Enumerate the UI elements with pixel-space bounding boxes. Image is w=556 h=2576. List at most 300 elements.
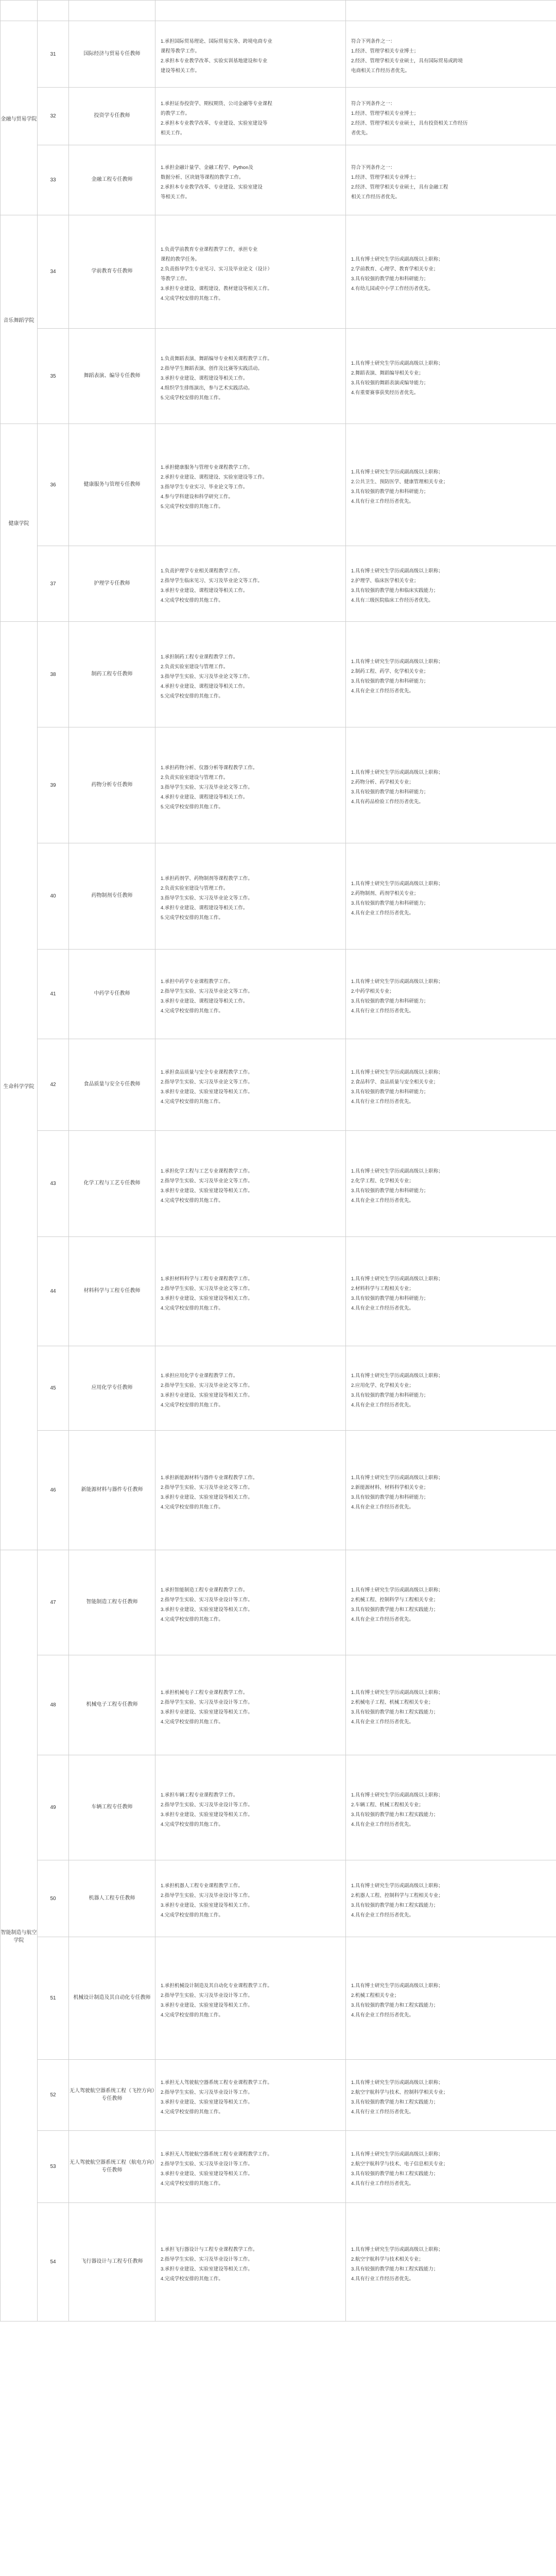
duty-line: 2.负责实验室建设与管理工作。 (161, 774, 229, 781)
position-requirements-text (346, 2069, 556, 2122)
position-requirements-cell (346, 329, 556, 424)
position-number-cell: 52 (38, 2060, 69, 2131)
position-duties-cell (155, 88, 346, 145)
requirement-line: 3.具有较强的教学能力和工程实践能力； (351, 2266, 439, 2272)
duty-line: 2.指导学生实验、实习及毕业设计等工作。 (161, 1802, 253, 1808)
requirement-line: 相关工作经历者优先。 (351, 194, 401, 200)
table-row (1, 215, 556, 329)
requirement-line: 1.具有博士研究生学历或副高级以上职称； (351, 1069, 443, 1075)
table-row (1, 329, 556, 424)
position-title-cell: 投资学专任教师 (69, 88, 155, 145)
position-duties-text (155, 1972, 345, 2025)
position-duties-text (155, 345, 345, 408)
position-requirements-text (346, 1464, 556, 1517)
duty-line: 1.承担机器人工程专业课程教学工作。 (161, 1883, 243, 1889)
position-requirements-cell (346, 1755, 556, 1860)
duty-line: 相关工作。 (161, 130, 185, 136)
duty-line: 5.完成学校安排的其他工作。 (161, 804, 223, 810)
duty-line: 3.指导学生实验、实习及毕业论文等工作。 (161, 673, 253, 680)
duty-line: 1.负责护理学专业相关课程教学工作。 (161, 568, 243, 574)
duty-line: 2.指导学生实验、实习及毕业设计等工作。 (161, 2089, 253, 2095)
table-row (1, 950, 556, 1039)
position-number-cell: 35 (38, 329, 69, 424)
position-requirements-cell (346, 1860, 556, 1937)
requirement-line: 2.机械电子工程、机械工程相关专业； (351, 1699, 433, 1705)
duty-line: 1.承担机械电子工程专业课程教学工作。 (161, 1689, 248, 1696)
requirement-line: 2.航空宇航科学与技术、电子信息相关专业； (351, 2161, 448, 2167)
requirement-line: 2.学前教育、心理学、教育学相关专业； (351, 266, 439, 272)
duty-line: 3.承担专业建设、实验室建设等相关工作。 (161, 1811, 253, 1818)
department-cell: 健康学院 (1, 424, 38, 622)
requirement-line: 2.舞蹈表演、舞蹈编导相关专业； (351, 370, 424, 376)
position-requirements-text (346, 1362, 556, 1415)
requirement-line: 4.具有行业工作经历者优先。 (351, 499, 414, 504)
duty-line: 5.完成学校安排的其他工作。 (161, 915, 223, 921)
requirement-line: 1.具有博士研究生学历或副高级以上职称； (351, 880, 443, 887)
requirement-line: 2.药物分析、药学相关专业； (351, 779, 414, 785)
position-duties-text (155, 1781, 345, 1835)
table-row (1, 1860, 556, 1937)
position-requirements-text (346, 870, 556, 923)
position-title-cell: 护理学专任教师 (69, 546, 155, 622)
duty-line: 4.完成学校安排的其他工作。 (161, 2276, 223, 2282)
table-row (1, 2203, 556, 2321)
requirement-line: 2.经济、管理学相关专业硕士，具有国际贸易或跨境 (351, 58, 463, 64)
position-duties-cell (155, 21, 346, 88)
position-requirements-text (346, 154, 556, 207)
requirement-line: 4.有重要赛事获奖经历者优先。 (351, 390, 419, 396)
position-requirements-text (346, 1576, 556, 1630)
requirement-line: 电商相关工作经历者优先。 (351, 68, 410, 74)
duty-line: 4.完成学校安排的其他工作。 (161, 1402, 223, 1408)
duty-line: 3.承担专业建设、实验室建设等相关工作。 (161, 2099, 253, 2105)
position-title-cell: 食品质量与安全专任教师 (69, 1039, 155, 1131)
requirement-line: 1.经济、管理学相关专业博士； (351, 174, 419, 180)
position-number-cell: 34 (38, 215, 69, 329)
requirement-line: 4.具有行业工作经历者优先。 (351, 2276, 414, 2282)
table-row (1, 424, 556, 546)
position-requirements-cell (346, 1237, 556, 1346)
duty-line: 2.指导学生实验、实习及毕业设计等工作。 (161, 2161, 253, 2167)
job-positions-table-body (1, 1, 556, 2321)
duty-line: 1.承担证券投资学、期权期货、公司金融等专业课程 (161, 100, 272, 107)
position-duties-cell (155, 622, 346, 727)
requirement-line: 4.具有三级医院临床工作经历者优先。 (351, 598, 433, 603)
duty-line: 1.承担中药学专业课程教学工作。 (161, 978, 233, 985)
duty-line: 1.承担应用化学专业课程教学工作。 (161, 1372, 238, 1379)
position-duties-text (155, 1265, 345, 1318)
position-duties-cell (155, 1937, 346, 2060)
position-duties-text (155, 2235, 345, 2289)
requirement-line: 2.新能源材料、材料科学相关专业； (351, 1484, 429, 1490)
duty-line: 4.完成学校安排的其他工作。 (161, 1098, 223, 1105)
position-number-cell: 48 (38, 1655, 69, 1755)
duty-line: 1.承担国际贸易理论、国际贸易实务、跨境电商专业 (161, 39, 272, 44)
position-title-cell: 舞蹈表演、编导专任教师 (69, 329, 155, 424)
position-requirements-cell (346, 2203, 556, 2321)
position-requirements-text (346, 1058, 556, 1112)
position-title-cell: 药物制剂专任教师 (69, 843, 155, 950)
duty-line: 2.承担本专业教学改革、专业建设、实验室建设等 (161, 120, 268, 126)
position-requirements-text (346, 968, 556, 1021)
position-requirements-text (346, 2140, 556, 2194)
duty-line: 1.承担药物分析、仪器分析等课程教学工作。 (161, 765, 258, 771)
requirement-line: 3.具有较强的教学能力和科研能力； (351, 1089, 429, 1095)
position-duties-cell (155, 215, 346, 329)
table-row (1, 1655, 556, 1755)
duty-line: 4.组织学生排练演出，参与艺术实践活动。 (161, 385, 253, 391)
position-duties-text (155, 968, 345, 1021)
department-cell: 生命科学学院 (1, 622, 38, 1550)
table-row (1, 727, 556, 843)
position-requirements-cell (346, 145, 556, 215)
position-requirements-text (346, 458, 556, 512)
requirement-line: 1.具有博士研究生学历或副高级以上职称； (351, 1982, 443, 1989)
requirement-line: 4.具有企业工作经历者优先。 (351, 910, 414, 916)
position-title-cell: 机械电子工程专任教师 (69, 1655, 155, 1755)
requirement-line: 4.具有企业工作经历者优先。 (351, 1912, 414, 1918)
position-requirements-cell (346, 88, 556, 145)
table-row (1, 1346, 556, 1431)
position-requirements-cell (346, 21, 556, 88)
duty-line: 4.完成学校安排的其他工作。 (161, 1616, 223, 1622)
position-requirements-text (346, 27, 556, 81)
requirement-line: 1.具有博士研究生学历或副高级以上职称； (351, 1883, 443, 1889)
requirement-line: 1.具有博士研究生学历或副高级以上职称； (351, 1372, 443, 1379)
requirement-line: 2.应用化学、化学相关专业； (351, 1382, 414, 1388)
requirement-line: 4.具有企业工作经历者优先。 (351, 1305, 414, 1311)
position-requirements-text (346, 1872, 556, 1925)
requirement-line: 2.制药工程、药学、化学相关专业； (351, 669, 429, 674)
requirement-line: 2.航空宇航科学与技术、控制科学相关专业； (351, 2089, 448, 2095)
requirement-line: 3.具有较强的教学能力和科研能力； (351, 1295, 429, 1301)
requirement-line: 4.具有企业工作经历者优先。 (351, 1197, 414, 1204)
duty-line: 1.承担材料科学与工程专业课程教学工作。 (161, 1276, 253, 1282)
requirement-line: 3.具有较强的教学能力和科研能力； (351, 1188, 429, 1194)
duty-line: 1.承担金融计量学、金融工程学、Python及 (161, 164, 253, 171)
position-requirements-text (346, 1679, 556, 1732)
requirement-line: 2.航空宇航科学与技术相关专业； (351, 2256, 424, 2262)
position-title-cell: 无人驾驶航空器系统工程（航电方向）专任教师 (69, 2131, 155, 2203)
position-title-cell: 国际经济与贸易专任教师 (69, 21, 155, 88)
position-title-cell: 金融工程专任教师 (69, 145, 155, 215)
position-requirements-text (346, 1157, 556, 1211)
position-duties-cell (155, 1431, 346, 1550)
position-duties-cell (155, 1755, 346, 1860)
position-title-cell: 学前教育专任教师 (69, 215, 155, 329)
table-row (1, 1237, 556, 1346)
position-number-cell: 43 (38, 1131, 69, 1237)
position-number-cell: 36 (38, 424, 69, 546)
position-number-cell: 42 (38, 1039, 69, 1131)
requirement-line: 4.具有行业工作经历者优先。 (351, 2109, 414, 2115)
position-duties-text (155, 754, 345, 817)
requirement-line: 4.具有药品检验工作经历者优先。 (351, 799, 424, 805)
position-requirements-cell (346, 2131, 556, 2203)
position-title-cell: 机器人工程专任教师 (69, 1860, 155, 1937)
table-continuation-cell (155, 1, 346, 21)
position-duties-text (155, 643, 345, 706)
duty-line: 4.完成学校安排的其他工作。 (161, 2012, 223, 2018)
position-requirements-text (346, 1265, 556, 1318)
requirement-line: 3.具有较强的教学能力和科研能力； (351, 900, 429, 906)
department-cell: 智能制造与航空学院 (1, 1550, 38, 2321)
table-row (1, 1550, 556, 1655)
table-continuation-cell (346, 1, 556, 21)
position-number-cell: 32 (38, 88, 69, 145)
position-requirements-cell (346, 727, 556, 843)
duty-line: 2.指导学生实验、实习及毕业论文等工作。 (161, 988, 253, 994)
requirement-line: 3.具有较强的教学能力和科研能力； (351, 1494, 429, 1500)
position-requirements-cell (346, 843, 556, 950)
position-number-cell: 45 (38, 1346, 69, 1431)
requirement-line: 1.具有博士研究生学历或副高级以上职称； (351, 568, 443, 574)
duty-line: 2.负责实验室建设与管理工作。 (161, 664, 229, 670)
duty-line: 3.承担专业建设、实验室建设等相关工作。 (161, 1903, 253, 1908)
position-duties-text (155, 2140, 345, 2194)
duty-line: 2.负责指导学生专业见习、实习及毕业论文（设计） (161, 266, 272, 272)
position-title-cell: 应用化学专任教师 (69, 1346, 155, 1431)
position-duties-text (155, 1464, 345, 1517)
duty-line: 1.负责学前教育专业课程教学工作，承担专业 (161, 246, 258, 252)
position-duties-cell (155, 145, 346, 215)
duty-line: 3.承担专业建设、实验室建设等相关工作。 (161, 1709, 253, 1715)
position-requirements-text (346, 90, 556, 143)
requirement-line: 2.机器人工程、控制科学与工程相关专业； (351, 1893, 443, 1899)
duty-line: 1.承担机械设计制造及其自动化专业课程教学工作。 (161, 1982, 272, 1989)
requirement-line: 2.中药学相关专业； (351, 988, 394, 994)
duty-line: 4.承担专业建设、课程建设等相关工作。 (161, 683, 248, 689)
duty-line: 2.指导学生临床见习、实习及毕业论文等工作。 (161, 578, 263, 584)
requirement-line: 1.经济、管理学相关专业博士； (351, 48, 419, 54)
duty-line: 4.完成学校安排的其他工作。 (161, 1504, 223, 1510)
table-row (1, 1431, 556, 1550)
duty-line: 1.承担智能制造工程专业课程教学工作。 (161, 1587, 248, 1593)
requirement-line: 1.具有博士研究生学历或副高级以上职称； (351, 1276, 443, 1282)
requirement-line: 1.具有博士研究生学历或副高级以上职称； (351, 2246, 443, 2252)
requirement-line: 3.具有较强的教学能力和科研能力； (351, 679, 429, 684)
duty-line: 3.承担专业建设、课程建设等相关工作。 (161, 588, 248, 594)
position-requirements-text (346, 1972, 556, 2025)
requirement-line: 4.有幼儿园或中小学工作经历者优先。 (351, 285, 433, 292)
position-number-cell: 47 (38, 1550, 69, 1655)
duty-line: 1.负责舞蹈表演、舞蹈编导专业相关课程教学工作。 (161, 355, 272, 362)
position-duties-cell (155, 727, 346, 843)
duty-line: 1.承担无人驾驶航空器系统工程专业课程教学工作。 (161, 2151, 272, 2157)
position-requirements-text (346, 245, 556, 299)
position-title-cell: 制药工程专任教师 (69, 622, 155, 727)
duty-line: 的教学工作。 (161, 110, 190, 116)
position-title-cell: 车辆工程专任教师 (69, 1755, 155, 1860)
duty-line: 4.完成学校安排的其他工作。 (161, 295, 223, 301)
position-number-cell: 40 (38, 843, 69, 950)
requirement-line: 1.具有博士研究生学历或副高级以上职称； (351, 469, 443, 475)
requirement-line: 2.机械工程、控制科学与工程相关专业； (351, 1597, 439, 1603)
position-duties-text (155, 90, 345, 143)
duty-line: 2.指导学生实验、实习及毕业设计等工作。 (161, 1699, 253, 1705)
position-duties-cell (155, 424, 346, 546)
duty-line: 5.完成学校安排的其他工作。 (161, 503, 223, 510)
duty-line: 1.承担新能源材料与器件专业课程教学工作。 (161, 1475, 258, 1481)
position-requirements-text (346, 349, 556, 403)
requirement-line: 1.具有博士研究生学历或副高级以上职称； (351, 1168, 443, 1174)
position-requirements-text (346, 557, 556, 611)
duty-line: 3.指导学生专业实习、毕业论文等工作。 (161, 484, 248, 490)
position-duties-cell (155, 1550, 346, 1655)
duty-line: 3.承担专业建设、实验室建设等相关工作。 (161, 1392, 253, 1398)
position-requirements-cell (346, 1346, 556, 1431)
position-duties-cell (155, 1237, 346, 1346)
position-duties-cell (155, 329, 346, 424)
position-duties-text (155, 1872, 345, 1925)
duty-line: 2.指导学生实验、实习及毕业论文等工作。 (161, 1285, 253, 1292)
position-title-cell: 化学工程与工艺专任教师 (69, 1131, 155, 1237)
position-duties-cell (155, 546, 346, 622)
table-row (1, 2131, 556, 2203)
requirement-line: 2.车辆工程、机械工程相关专业； (351, 1802, 424, 1808)
position-number-cell: 33 (38, 145, 69, 215)
duty-line: 2.指导学生实验、实习及毕业设计等工作。 (161, 1597, 253, 1603)
duty-line: 课程的教学任务。 (161, 256, 200, 262)
table-continuation-strip (1, 1, 556, 21)
requirement-line: 3.具有较强的教学能力和科研能力； (351, 489, 429, 495)
position-duties-cell (155, 843, 346, 950)
duty-line: 4.完成学校安排的其他工作。 (161, 1912, 223, 1918)
duty-line: 3.承担专业建设、课程建设等相关工作。 (161, 375, 248, 381)
table-row (1, 21, 556, 88)
duty-line: 2.指导学生实验、实习及毕业论文等工作。 (161, 1484, 253, 1490)
requirement-line: 1.具有博士研究生学历或副高级以上职称； (351, 1792, 443, 1798)
position-duties-cell (155, 1346, 346, 1431)
duty-line: 4.完成学校安排的其他工作。 (161, 1305, 223, 1311)
duty-line: 3.承担专业建设、实验室建设等相关工作。 (161, 1295, 253, 1301)
position-number-cell: 41 (38, 950, 69, 1039)
position-duties-text (155, 1058, 345, 1112)
requirement-line: 符合下列条件之一： (351, 164, 395, 171)
duty-line: 2.负责实验室建设与管理工作。 (161, 886, 229, 891)
requirement-line: 1.具有博士研究生学历或副高级以上职称； (351, 770, 443, 775)
duty-line: 4.参与学科建设和科学研究工作。 (161, 494, 233, 500)
position-duties-cell (155, 2203, 346, 2321)
position-duties-text (155, 1679, 345, 1732)
position-duties-text (155, 557, 345, 611)
requirement-line: 4.具有企业工作经历者优先。 (351, 2012, 414, 2018)
duty-line: 3.承担专业建设、实验室建设等相关工作。 (161, 2002, 253, 2008)
requirement-line: 1.具有博士研究生学历或副高级以上职称； (351, 659, 443, 665)
duty-line: 2.指导学生实验、实习及毕业论文等工作。 (161, 1382, 253, 1388)
position-title-cell: 中药学专任教师 (69, 950, 155, 1039)
position-requirements-cell (346, 424, 556, 546)
position-requirements-cell (346, 622, 556, 727)
requirement-line: 2.公共卫生、预防医学、健康管理相关专业； (351, 479, 448, 485)
table-continuation-cell (1, 1, 38, 21)
duty-line: 2.承担专业建设、课程建设、实验室建设等工作。 (161, 474, 268, 480)
position-requirements-cell (346, 1431, 556, 1550)
duty-line: 2.指导学生舞蹈表演、创作及比赛等实践活动。 (161, 365, 263, 371)
position-number-cell: 50 (38, 1860, 69, 1937)
requirement-line: 1.具有博士研究生学历或副高级以上职称； (351, 1475, 443, 1481)
position-number-cell: 39 (38, 727, 69, 843)
position-number-cell: 53 (38, 2131, 69, 2203)
position-requirements-cell (346, 215, 556, 329)
requirement-line: 3.具有较强的教学能力和工程实践能力； (351, 1606, 439, 1613)
duty-line: 3.指导学生实验、实习及毕业论文等工作。 (161, 784, 253, 790)
position-requirements-cell (346, 1655, 556, 1755)
position-requirements-text (346, 2235, 556, 2289)
requirement-line: 3.具有较强的教学能力和工程实践能力； (351, 1811, 439, 1818)
requirement-line: 1.具有博士研究生学历或副高级以上职称； (351, 1689, 443, 1696)
position-requirements-text (346, 758, 556, 812)
requirement-line: 符合下列条件之一： (351, 39, 395, 44)
duty-line: 数据分析、区块链等课程的教学工作。 (161, 174, 244, 180)
duty-line: 建设等相关工作。 (161, 68, 200, 74)
duty-line: 2.承担本专业教学改革、专业建设、实验室建设 (161, 184, 263, 190)
duty-line: 4.承担专业建设、课程建设等相关工作。 (161, 905, 248, 911)
requirement-line: 4.具有行业工作经历者优先。 (351, 1098, 414, 1105)
table-row (1, 88, 556, 145)
requirement-line: 2.机械工程相关专业； (351, 1992, 399, 1998)
duty-line: 2.指导学生实验、实习及毕业设计等工作。 (161, 1893, 253, 1899)
duty-line: 4.完成学校安排的其他工作。 (161, 1821, 223, 1827)
duty-line: 3.承担专业建设、实验室建设等相关工作。 (161, 1494, 253, 1500)
position-requirements-cell (346, 1550, 556, 1655)
table-row (1, 1755, 556, 1860)
requirement-line: 1.具有博士研究生学历或副高级以上职称； (351, 361, 443, 366)
table-row (1, 145, 556, 215)
requirement-line: 3.具有较强的教学能力和工程实践能力； (351, 2171, 439, 2177)
requirement-line: 3.具有较强的教学能力和工程实践能力； (351, 1709, 439, 1715)
position-duties-text (155, 865, 345, 928)
position-duties-cell (155, 1860, 346, 1937)
requirement-line: 3.具有较强的教学能力和科研能力； (351, 1392, 429, 1398)
position-duties-cell (155, 950, 346, 1039)
requirement-line: 4.具有行业工作经历者优先。 (351, 1008, 414, 1014)
duty-line: 3.承担专业建设、实验室建设等相关工作。 (161, 2266, 253, 2272)
requirement-line: 4.具有企业工作经历者优先。 (351, 1504, 414, 1510)
duty-line: 1.承担飞行器设计与工程专业课程教学工作。 (161, 2246, 258, 2252)
requirement-line: 3.具有较强的教学能力和工程实践能力； (351, 2002, 439, 2008)
position-title-cell: 材料科学与工程专任教师 (69, 1237, 155, 1346)
position-duties-text (155, 154, 345, 207)
duty-line: 课程等教学工作。 (161, 48, 200, 54)
requirement-line: 1.具有博士研究生学历或副高级以上职称； (351, 256, 443, 262)
duty-line: 4.承担专业建设、课程建设等相关工作。 (161, 794, 248, 800)
position-duties-text (155, 2069, 345, 2122)
position-title-cell: 药物分析专任教师 (69, 727, 155, 843)
position-requirements-cell (346, 1039, 556, 1131)
table-row (1, 1937, 556, 2060)
position-requirements-cell (346, 1131, 556, 1237)
table-row (1, 843, 556, 950)
requirement-line: 者优先。 (351, 130, 371, 136)
position-number-cell: 46 (38, 1431, 69, 1550)
position-title-cell: 无人驾驶航空器系统工程（飞控方向）专任教师 (69, 2060, 155, 2131)
duty-line: 3.承担专业建设、实验室建设等相关工作。 (161, 1606, 253, 1613)
requirement-line: 3.具有较强的教学能力和临床实践能力； (351, 588, 439, 594)
duty-line: 1.承担无人驾驶航空器系统工程专业课程教学工作。 (161, 2079, 272, 2086)
requirement-line: 3.具有较强的教学能力和工程实践能力； (351, 1903, 439, 1908)
department-cell: 音乐舞蹈学院 (1, 215, 38, 424)
table-row (1, 546, 556, 622)
duty-line: 2.指导学生实验、实习及毕业论文等工作。 (161, 1178, 253, 1184)
duty-line: 4.完成学校安排的其他工作。 (161, 1719, 223, 1725)
duty-line: 4.完成学校安排的其他工作。 (161, 1197, 223, 1204)
requirement-line: 1.具有博士研究生学历或副高级以上职称； (351, 2151, 443, 2157)
duty-line: 2.承担本专业教学改革、实验实训基地建设和专业 (161, 58, 268, 64)
duty-line: 5.完成学校安排的其他工作。 (161, 395, 223, 401)
requirement-line: 2.护理学、临床医学相关专业； (351, 578, 419, 584)
position-title-cell: 智能制造工程专任教师 (69, 1550, 155, 1655)
